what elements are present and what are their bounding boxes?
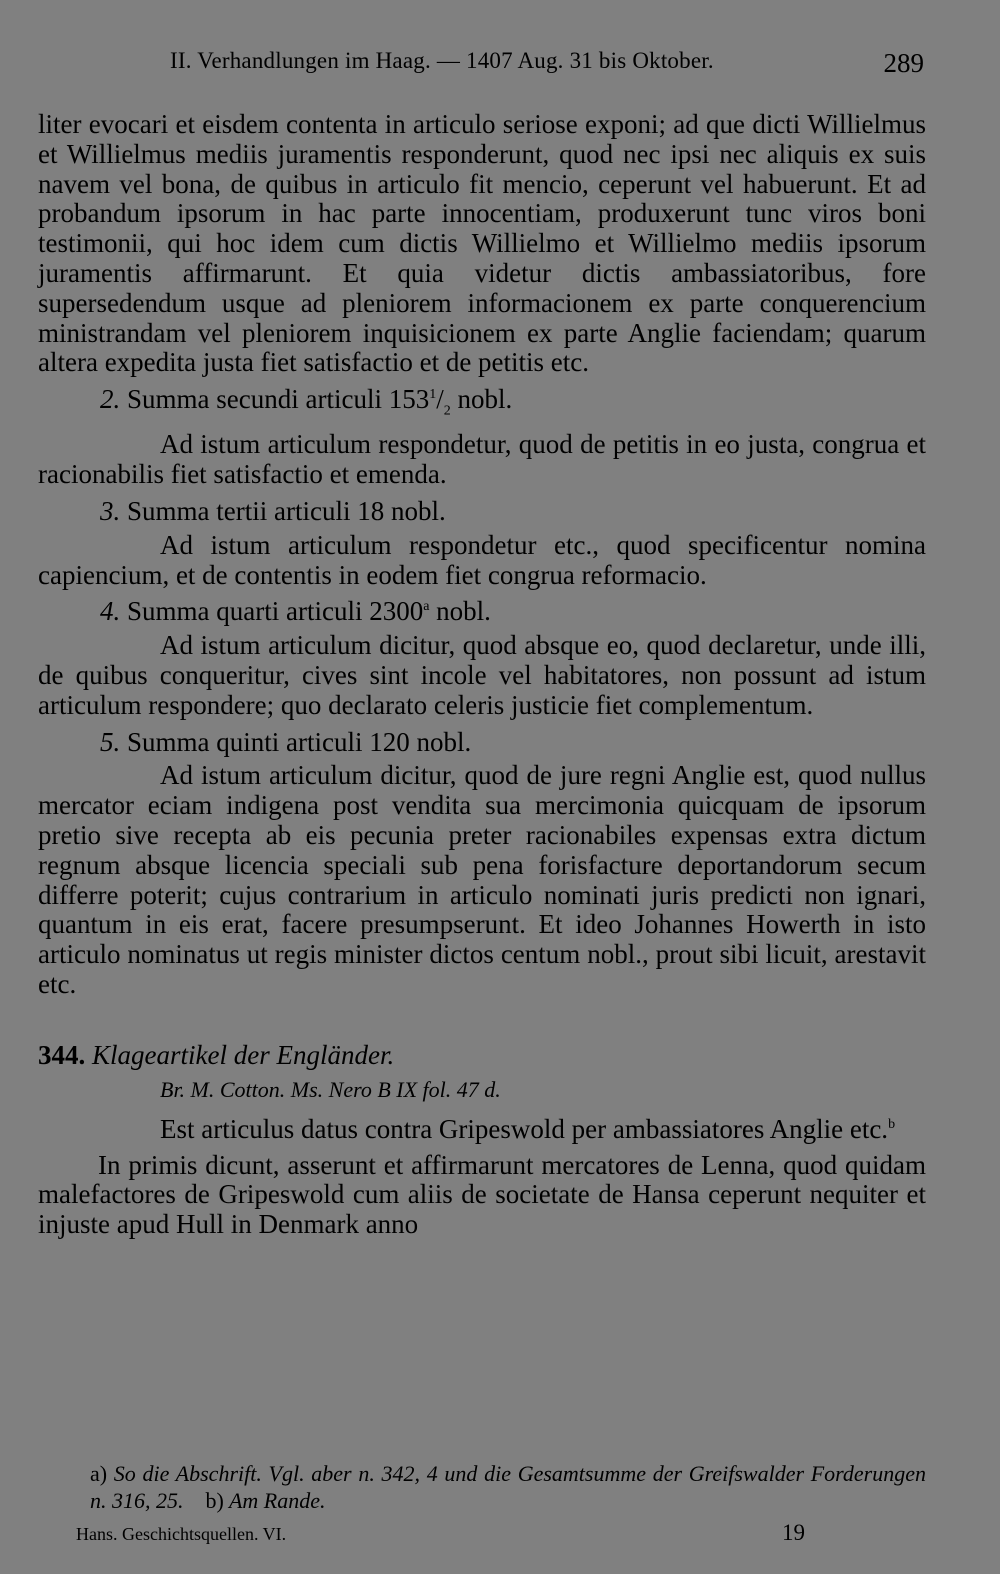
item-5-response xyxy=(38,761,926,999)
footnote-mark-a: a xyxy=(423,599,430,615)
intro-text: liter evocari et eisdem contenta in articulo seriose exponi; ad que dicti Willielmus et Willielmus mediis juramentis responderunt, quod nec ipsi nec aliquis ex suis navem vel bona, de quibus in articulo fit mencio, ceperunt vel habuerunt. Et ad probandum ipsorum in hac parte innocentiam, produxerunt tunc viros boni testimonii, qui hoc idem cum dictis Willielmo et Willielmo mediis ipsorum juramentis affirmarunt. Et quia videtur dictis ambassiatoribus, fore supersedendum usque ad pleniorem informacionem ex parte conquerencium ministrandam vel pleniorem inquisicionem ex parte Anglie faciendam; quarum altera expedita justa fiet satisfactio et de petitis etc. xyxy=(38,109,926,378)
response-text: Ad istum articulum dicitur, quod absque eo, quod declaretur, unde illi, de quibus conqueritur, cives sint incole vel habitatores, non possunt ad istum articulum respondere; quo declarato celeris justicie fiet complementum. xyxy=(38,630,926,720)
response-text: Ad istum articulum dicitur, quod de jure regni Anglie est, quod nullus mercator eciam indigena post vendita sua mercimonia quicquam de ipsorum pretio sive recepta ab eis pecunia preter racionabiles expensas extra dictum regnum absque licencia speciali sub pena forisfacture deportandorum secum differre poterit; cujus contrarium in articulo nominati juris predicti non ignari, quantum in eis erat, facere presumpserunt. Et ideo Johannes Howerth in isto articulo nominatus ut regis minister dictos centum nobl., prout sibi licuit, arestavit etc. xyxy=(38,760,926,999)
item-summa-end: nobl. xyxy=(429,596,491,627)
document-number: 344. xyxy=(38,1039,86,1070)
footer-series: Hans. Geschichtsquellen. VI. xyxy=(76,1524,287,1544)
fraction-numerator: 1 xyxy=(429,387,437,403)
document-body-text: In primis dicunt, asserunt et affirmarunt mercatores de Lenna, quod quidam malefactores de Gripeswold cum aliis de societate de Hansa ceperunt nequiter et injuste apud Hull in Denmark anno xyxy=(38,1149,926,1240)
item-summa: Summa secundi articuli 153 xyxy=(127,384,430,415)
running-title: II. Verhandlungen im Haag. — 1407 Aug. 31 bis Oktober. xyxy=(170,48,714,73)
response-text: Ad istum articulum respondetur, quod de petitis in eo justa, congrua et racionabilis fiet satisfactio et emenda. xyxy=(38,429,926,490)
footnote-b-mark: b) xyxy=(205,1488,224,1513)
document-intro xyxy=(38,1115,926,1145)
footnotes xyxy=(90,1460,926,1514)
document-source: Br. M. Cotton. Ms. Nero B IX fol. 47 d. xyxy=(160,1076,501,1102)
running-head xyxy=(38,40,926,80)
item-2-response xyxy=(38,430,926,490)
footnote-mark-b: b xyxy=(888,1116,896,1132)
item-summa: Summa tertii articuli 18 nobl. xyxy=(127,495,446,526)
item-4-response xyxy=(38,631,926,720)
fraction-slash: / xyxy=(436,384,444,415)
item-number: 2. xyxy=(100,384,121,415)
item-number: 5. xyxy=(100,726,121,757)
item-number: 3. xyxy=(100,495,121,526)
item-summa: Summa quinti articuli 120 nobl. xyxy=(127,726,472,757)
item-summa-end: nobl. xyxy=(450,384,513,415)
page xyxy=(38,40,926,1240)
document-body xyxy=(38,1151,926,1240)
item-3-response xyxy=(38,531,926,591)
footnote-a-text: So die Abschrift. Vgl. aber n. 342, 4 und die Gesamtsumme der Greifswalder Forderungen n. 316, 25. xyxy=(90,1461,927,1513)
item-number: 4. xyxy=(100,596,121,627)
document-title: Klageartikel der Engländer. xyxy=(92,1039,395,1070)
item-summa: Summa quarti articuli 2300 xyxy=(127,596,424,627)
intro-words: Est articulus datus contra Gripeswold per ambassiatores Anglie etc. xyxy=(160,1113,889,1144)
document-heading xyxy=(38,1040,926,1070)
document-intro-text xyxy=(38,1115,926,1145)
response-text: Ad istum articulum respondetur etc., quod specificentur nomina capiencium, et de contentis in eodem fiet congrua reformacio. xyxy=(38,529,926,590)
footer-signature: 19 xyxy=(782,1520,805,1545)
item-3-summa xyxy=(38,497,926,527)
intro-paragraph xyxy=(38,110,926,378)
item-5-summa xyxy=(38,728,926,758)
footnote-b-text: Am Rande. xyxy=(228,1488,326,1513)
fraction-denominator: 2 xyxy=(443,403,451,419)
footnote-a-mark: a) xyxy=(90,1461,108,1486)
item-4-summa xyxy=(38,597,926,627)
page-number: 289 xyxy=(883,48,924,78)
item-2-summa xyxy=(38,385,926,426)
